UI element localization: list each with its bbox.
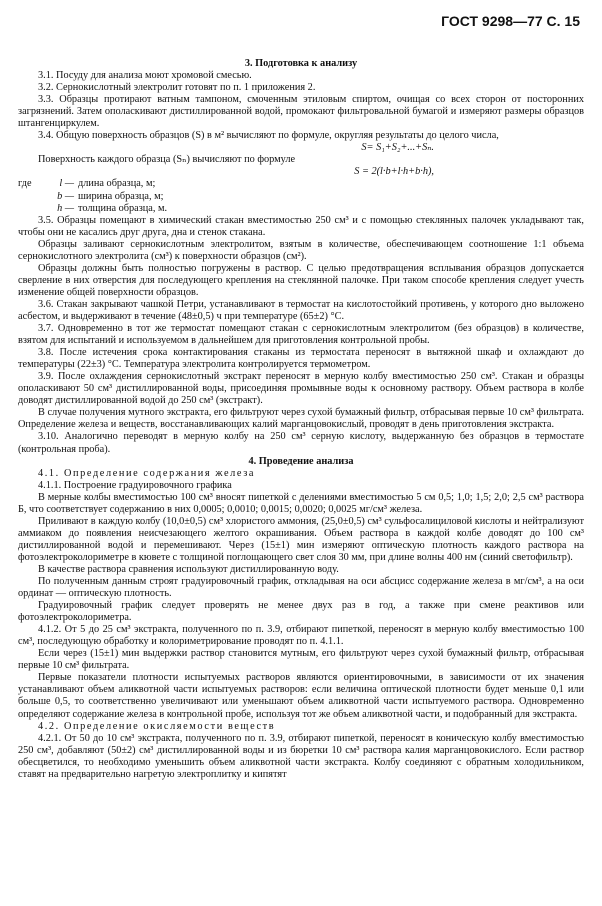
section-3-title: 3. Подготовка к анализу: [244, 58, 358, 69]
document-body: [18, 58, 584, 781]
paragraph-4-1-2b: Если через (15±1) мин выдержки раствор становится мутным, его фильтруют через сухой бумажный фильтр, отбрасывая первые 10 см³ фильтрата.: [18, 648, 584, 672]
definition-text: длина образца, м;: [78, 178, 156, 190]
paragraph-3-6: 3.6. Стакан закрывают чашкой Петри, устанавливают в термостат на кислотостойкий противень, у которого дно выложено асбестом, и выдерживают в течение (48±0,5) ч при температуре (65±2) °С.: [18, 298, 584, 322]
formula-sample-surface: S = 2(l·b+l·h+b·h),: [354, 166, 434, 178]
definition-text: толщина образца, м.: [78, 202, 168, 214]
paragraph-3-7: 3.7. Одновременно в тот же термостат помещают стакан с сернокислотным электролитом (без образцов) в количестве, взятом для испытаний и используемом в дальнейшем для приготовления контрольной пробы.: [18, 323, 584, 347]
subsection-4-1-1: 4.1.1. Построение градуировочного графика: [38, 479, 232, 491]
paragraph-4-1-1d: По полученным данным строят градуировочный график, откладывая на оси абсцисс содержание железа в мг/см³, а на оси ординат — оптическую плотность.: [18, 576, 584, 600]
paragraph-4-1-2: 4.1.2. От 5 до 25 см³ экстракта, полученного по п. 3.9, отбирают пипеткой, переносят в мерную колбу вместимостью 100 см³, последующую обработку и колориметрирование проводят по п. 4.1.1.: [18, 624, 584, 648]
paragraph-3-8: 3.8. После истечения срока контактирования стаканы из термостата переносят в вытяжной шкаф и охлаждают до температуры (22±3) °С. Температура электролита контролируется термометром.: [18, 347, 584, 371]
paragraph-4-1-1b: Приливают в каждую колбу (10,0±0,5) см³ хлористого аммония, (25,0±0,5) см³ сульфосалициловой кислоты и нейтрализуют аммиаком до появления неисчезающего желтого окрашивания. Объем раствора в каждой колбе доводят до 100 см³ дистиллированной водой и перемешивают. Через (15±1) мин измеряют оптическую плотность каждого раствора на фотоэлектроколориметре в кювете с толщиной поглощающего свет слоя 30 мм, при длине волны 400 нм (синий светофильтр).: [18, 515, 584, 563]
definition-text: ширина образца, м;: [78, 190, 164, 202]
paragraph-3-10: 3.10. Аналогично переводят в мерную колбу на 250 см³ серную кислоту, выдержанную без образцов в термостате (контрольная проба).: [18, 431, 584, 455]
definition-length: [18, 178, 584, 190]
paragraph-4-1-1c: В качестве раствора сравнения используют дистиллированную воду.: [38, 563, 339, 575]
definition-symbol: l —: [59, 178, 74, 190]
subsection-4-1: 4.1. Определение содержания железа: [38, 467, 256, 479]
paragraph-3-4: 3.4. Общую поверхность образцов (S) в м² вычисляют по формуле, округляя результаты до целого числа,: [38, 130, 499, 142]
paragraph-4-2-1: 4.2.1. От 50 до 10 см³ экстракта, полученного по п. 3.9, отбирают пипеткой, переносят в коническую колбу вместимостью 250 см³, добавляют (50±2) см³ дистиллированной воды и из бюретки 10 см³ раствора калия марганцовокислого. Если раствор обесцветился, то необходимо уменьшить объем аликвотной части экстракта. Колбу соединяют с обратным холодильником, ставят на предварительно нагретую электроплитку и кипятят: [18, 732, 584, 780]
paragraph-3-3: 3.3. Образцы протирают ватным тампоном, смоченным этиловым спиртом, очищая со всех сторон от посторонних загрязнений. Затем ополаскивают дистиллированной водой, промокают фильтровальной бумагой и измеряют размеры образцов штангенциркулем.: [18, 94, 584, 130]
definition-symbol: b —: [57, 190, 74, 202]
definition-thickness: [18, 203, 584, 215]
paragraph-3-9b: В случае получения мутного экстракта, его фильтруют через сухой бумажный фильтр, отбрасывая первые 10 см³ фильтрата. Определение железа и веществ, восстанавливающих калий марганцовокислый, проводят в день приготовления экстракта.: [18, 407, 584, 431]
paragraph-4-1-1a: В мерные колбы вместимостью 100 см³ вносят пипеткой с делениями вместимостью 5 см 0,5; 1,0; 1,5; 2,0; 2,5 см³ раствора Б, что соответствует содержанию в них 0,0005; 0,0010; 0,0015; 0,0020; 0,0025 мг/см³ железа.: [18, 491, 584, 515]
paragraph-4-1-1e: Градуировочный график следует проверять не менее двух раз в год, а также при смене реактивов или фотоэлектроколориметра.: [18, 600, 584, 624]
paragraph-3-5: 3.5. Образцы помещают в химический стакан вместимостью 250 см³ и с помощью стеклянных палочек укладывают так, чтобы они не касались друг друга, дна и стенок стакана.: [18, 214, 584, 238]
paragraph-4-1-2c: Первые показатели плотности испытуемых растворов являются ориентировочными, в зависимости от их значения устанавливают объем аликвотной части испытуемых растворов: если величина оптической плотности будет меньше 0,1 или больше 0,5, то соответственно увеличивают или уменьшают объем аликвотной части испытуемого раствора. Одновременно определяют содержание железа в контрольной пробе, используя тот же объем аликвотной части, и подобранный для экстракта.: [18, 672, 584, 720]
page-header: ГОСТ 9298—77 С. 15: [441, 13, 580, 29]
formula-total-surface: S= S₁+S₂+...+Sₙ.: [361, 142, 434, 154]
definitions-list: [18, 178, 584, 214]
paragraph-3-5b: Образцы заливают сернокислотным электролитом, взятым в количестве, обеспечивающем соотношение 1:1 объема сернокислотного электролита (см³) к поверхности образцов (см²).: [18, 238, 584, 262]
where-label: где: [18, 178, 32, 190]
paragraph-3-4b: Поверхность каждого образца (Sₙ) вычисляют по формуле: [38, 154, 296, 166]
paragraph-3-9: 3.9. После охлаждения сернокислотный экстракт переносят в мерную колбу вместимостью 250 см³. Стакан и образцы ополаскивают 50 см³ дистиллированной воды, присоединяя промывные воды к основному раствору. Объем раствора в колбе доводят дистиллированной водой до 250 см³ (экстракт).: [18, 371, 584, 407]
paragraph-3-2: 3.2. Сернокислотный электролит готовят по п. 1 приложения 2.: [38, 82, 316, 94]
paragraph-3-1: 3.1. Посуду для анализа моют хромовой смесью.: [38, 70, 252, 82]
definition-symbol: h —: [57, 202, 74, 214]
definition-width: [18, 191, 584, 203]
section-4-title: 4. Проведение анализа: [248, 455, 354, 467]
paragraph-3-5c: Образцы должны быть полностью погружены в раствор. С целью предотвращения всплывания образцов допускается сверление в них отверстия для последующего крепления на стеклянной палочке. При таком способе крепления следует учесть изменение общей поверхности образцов.: [18, 262, 584, 298]
subsection-4-2: 4.2. Определение окисляемости веществ: [38, 720, 276, 732]
